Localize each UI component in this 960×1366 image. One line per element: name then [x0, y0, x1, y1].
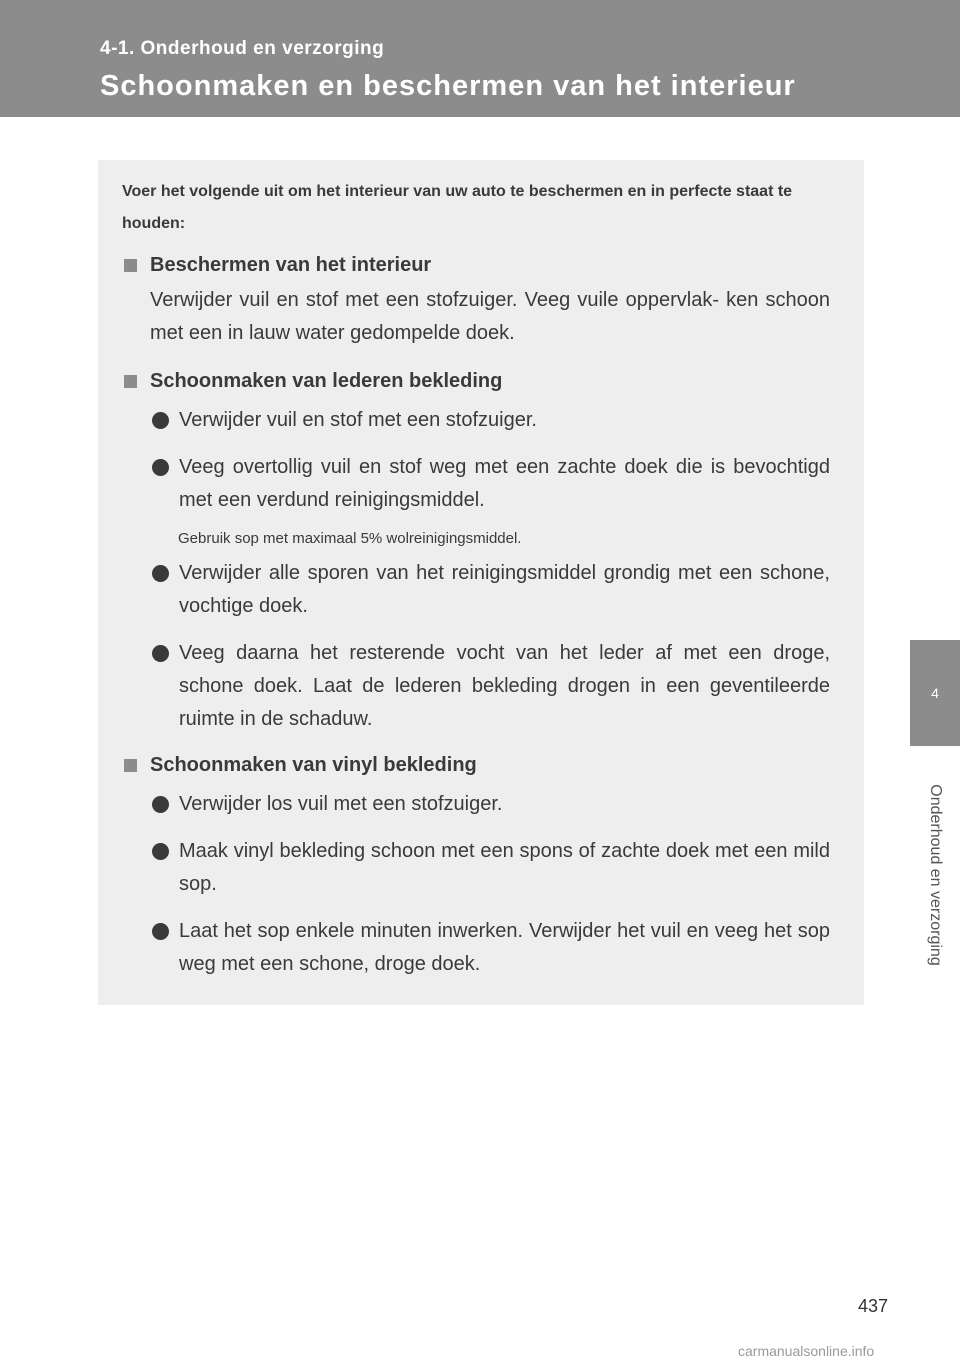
watermark-link[interactable]: carmanualsonline.info	[738, 1343, 875, 1359]
square-bullet-icon	[124, 759, 137, 772]
square-bullet-icon	[124, 259, 137, 272]
list-item-text: Veeg daarna het resterende vocht van het leder af met een droge, schone doek. Laat de lederen bekleding drogen in een geventileerde ruimte in de schaduw.	[179, 642, 830, 730]
circle-bullet-icon	[152, 645, 169, 662]
list-item	[152, 451, 830, 517]
section-heading-text: Schoonmaken van vinyl bekleding	[150, 753, 477, 776]
list-item-text: Maak vinyl bekleding schoon met een spons of zachte doek met een mild sop.	[179, 840, 830, 895]
section-heading	[122, 364, 830, 398]
chapter-number: 4	[931, 685, 939, 701]
circle-bullet-icon	[152, 565, 169, 582]
page-title: Schoonmaken en beschermen van het interieur	[100, 70, 796, 102]
chapter-label: Onderhoud en verzorging	[927, 784, 944, 966]
list-item-text: Verwijder vuil en stof met een stofzuiger.	[179, 409, 537, 431]
list-item-text: Verwijder alle sporen van het reinigingsmiddel grondig met een schone, vochtige doek.	[179, 562, 830, 617]
circle-bullet-icon	[152, 459, 169, 476]
list-item-text: Laat het sop enkele minuten inwerken. Verwijder het vuil en veeg het sop weg met een schone, droge doek.	[179, 920, 830, 975]
section-heading-text: Beschermen van het interieur	[150, 253, 432, 276]
list-item	[152, 788, 830, 821]
list-item	[152, 637, 830, 736]
list-item	[152, 835, 830, 901]
list-item	[152, 915, 830, 981]
intro-text: Voer het volgende uit om het interieur van uw auto te beschermen en in perfecte staat te houden:	[122, 183, 793, 232]
list-item-text: Verwijder los vuil met een stofzuiger.	[179, 793, 503, 815]
section-heading	[122, 748, 830, 782]
page-number: 437	[858, 1296, 889, 1316]
circle-bullet-icon	[152, 796, 169, 813]
section-label: 4-1. Onderhoud en verzorging	[100, 38, 385, 59]
circle-bullet-icon	[152, 923, 169, 940]
chapter-tab	[910, 640, 960, 746]
circle-bullet-icon	[152, 412, 169, 429]
section-paragraph: Verwijder vuil en stof met een stofzuiger. Veeg vuile oppervlak- ken schoon met een in lauw water gedompelde doek.	[150, 289, 830, 344]
circle-bullet-icon	[152, 843, 169, 860]
square-bullet-icon	[124, 375, 137, 388]
content-box	[98, 160, 864, 1005]
section-heading-text: Schoonmaken van lederen bekleding	[150, 369, 503, 392]
list-item	[152, 404, 830, 437]
header-bar	[0, 0, 960, 117]
section-heading	[122, 248, 830, 282]
content-inner	[122, 176, 830, 981]
list-item-text: Veeg overtollig vuil en stof weg met een zachte doek die is bevochtigd met een verdund reinigingsmiddel.	[179, 456, 830, 511]
list-item	[152, 557, 830, 623]
note-text: Gebruik sop met maximaal 5% wolreinigingsmiddel.	[178, 530, 522, 547]
